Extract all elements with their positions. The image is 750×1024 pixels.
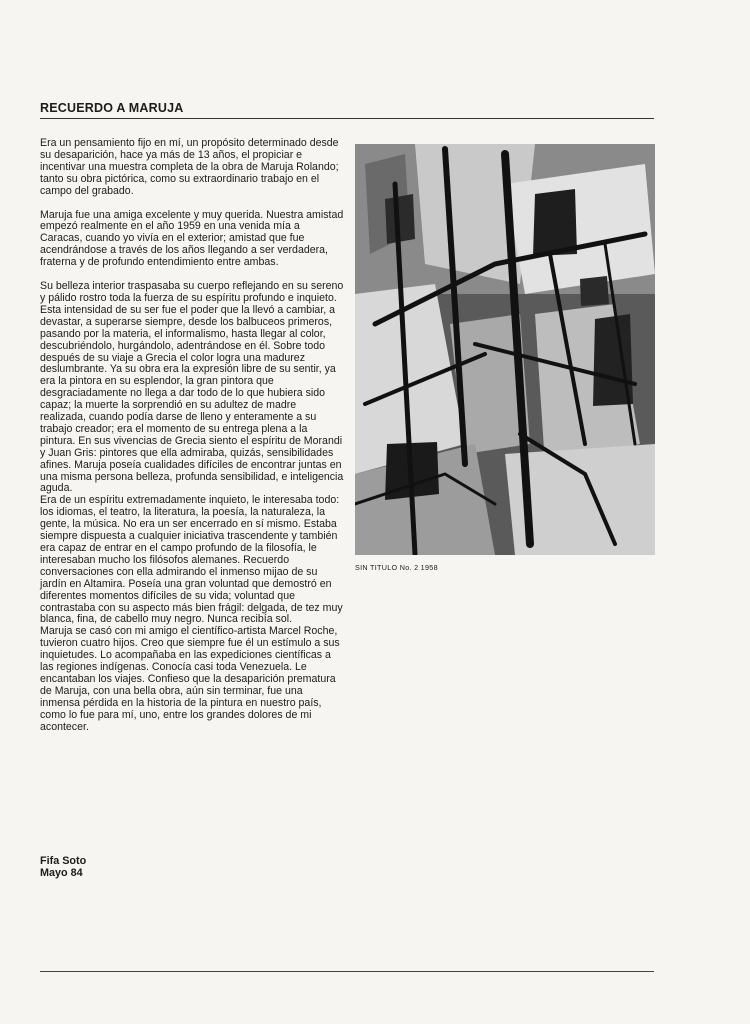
author-name: Fifa Soto <box>40 855 87 867</box>
author-date: Mayo 84 <box>40 867 83 879</box>
paragraph-1: Era un pensamiento fijo en mí, un propósito determinado desde su desaparición, hace ya más de 13 años, el propiciar e incentivar una muestra completa de la obra de Maruja Rolando; tanto su obra pictórica, como su extraordinario trabajo en el campo del grabado. <box>40 137 339 197</box>
paragraph-3: Su belleza interior traspasaba su cuerpo reflejando en su sereno y pálido rostro toda la fuerza de su espíritu profundo e inquieto. Esta intensidad de su ser fue el poder que la llevó a cambiar, a devastar, a superarse siempre, desde los balbuceos primeros, pasando por la materia, el informalismo, hasta llegar al color, descubriéndolo, hurgándolo, adentrándose en él. Sobre todo después de su viaje a Grecia el color logra una madurez deslumbrante. Ya su obra era la expresión libre de su sentir, ya era la pintora en su esplendor, la gran pintora que desgraciadamente no llega a dar todo de lo que hubiera sido capaz; la muerte la sorprendió en su adultez de madre realizada, cuando podía darse de lleno y enteramente a su trabajo creador; era el momento de su entrega plena a la pintura. En sus vivencias de Grecia siento el espíritu de Morandi y Juan Gris: pintores que ella admiraba, quizás, sensibilidades afines. Maruja poseía cualidades difíciles de encontrar juntas en una misma persona belleza, profunda sensibilidad, e inteligencia aguda. <box>40 280 344 495</box>
paragraph-4: Era de un espíritu extremadamente inquieto, le interesaba todo: los idiomas, el teatro, la literatura, la poesía, la naturaleza, la gente, la música. No era un ser encerrado en sí mismo. Estaba siempre dispuesta a cualquier iniciativa trascendente y también era capaz de entrar en el campo profundo de la filosofía, le interesaban mucho los filósofos alemanes. Recuerdo conversaciones con ella admirando el inmenso mijao de su jardín en Altamira. Poseía una gran voluntad que demostró en diferentes momentos difíciles de su vida; voluntad que contrastaba con su aspecto más bien frágil: delgada, de tez muy blanca, fina, de cabello muy negro. Nunca recibía sol. <box>40 494 343 626</box>
paragraph-2: Maruja fue una amiga excelente y muy querida. Nuestra amistad empezó realmente en el año 1959 en una venida mía a Caracas, cuando yo vivía en el exterior; amistad que fue acendrándose a través de los años llegando a ser verdadera, fraterna y de profundo entendimiento entre ambas. <box>40 208 344 269</box>
signature-block <box>40 855 86 879</box>
top-divider <box>40 118 654 119</box>
bottom-divider <box>40 971 654 972</box>
paragraph-5: Maruja se casó con mi amigo el científico-artista Marcel Roche, tuvieron cuatro hijos. Creo que siempre fue él un estímulo a sus inquietudes. Lo acompañaba en las expediciones científicas a las regiones indígenas. Conocía casi toda Venezuela. Le encantaban los viajes. Confieso que la desaparición prematura de Maruja, con una bella obra, aún sin terminar, fue una inmensa pérdida en la historia de la pintura en nuestro país, como lo fue para mí, uno, entre los grandes dolores de mi acontecer. <box>40 625 340 733</box>
article-body <box>40 138 344 734</box>
article-title: RECUERDO A MARUJA <box>40 101 184 115</box>
artwork-caption: SIN TITULO No. 2 1958 <box>355 563 438 572</box>
artwork-image <box>355 144 655 555</box>
